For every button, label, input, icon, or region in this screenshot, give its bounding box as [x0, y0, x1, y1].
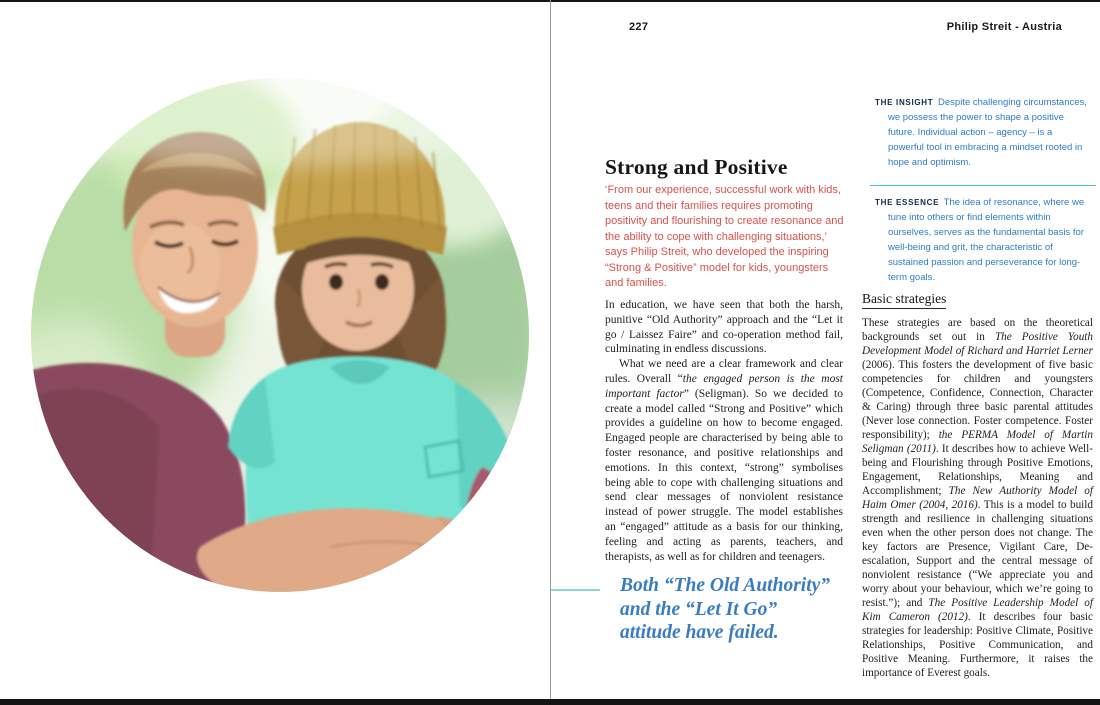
- pull-quote: Both “The Old Authority” and the “Let It Go” attitude have failed.: [620, 575, 831, 643]
- essence-paragraph: [875, 196, 1089, 285]
- essence-text: The idea of resonance, where we tune into others or find elements within ourselves, serves as the fundamental basis for well-being and grit, the characteristic of sustained passion and perseverance for long-term goals.: [888, 197, 1085, 283]
- sidebar-divider-rule: [870, 185, 1096, 186]
- article-body-column: [605, 298, 843, 564]
- body-paragraph: In education, we have seen that both the harsh, punitive “Old Authority” approach and the “Let it go / Laissez Faire” and co-operation method fail, culminating in endless discussions.: [605, 299, 843, 356]
- essence-block: [875, 196, 1089, 285]
- page-number: 227: [629, 21, 649, 33]
- father-child-photo: [30, 77, 530, 593]
- insight-block: [875, 96, 1089, 171]
- article-lede: ‘From our experience, successful work with kids, teens and their families requires promoting positivity and flourishing to create resonance and the ability to cope with challenging situations,’ says Philip Streit, who developed the inspiring “Strong & Positive” model for kids, youngsters and families.: [605, 184, 844, 289]
- running-header-author: Philip Streit - Austria: [946, 21, 1062, 33]
- body-paragraph: What we need are a clear framework and clear rules. Overall “the engaged person is the most important factor” (Seligman). So we decided to create a model called “Strong and Positive” which provides a guideline on how to become engaged. Engaged people are characterised by being able to foster resonance, and positive relationships and emotions. In this context, “strong” symbolises being able to cope with challenging situations and send clear messages of nonviolent resistance instead of power struggle. The model establishes an “engaged” attitude as a basis for our thinking, feeling and acting as parents, teachers, and therapists, as well as for children and teenagers.: [605, 358, 843, 563]
- strategies-heading: Basic strategies: [862, 291, 946, 309]
- essence-label: THE ESSENCE: [875, 198, 940, 207]
- insight-text: Despite challenging circumstances, we possess the power to shape a positive future. Individual action – agency – is a powerful tool in embracing a mindset rooted in hope and optimism.: [888, 97, 1087, 168]
- pull-quote-rule: [551, 589, 600, 591]
- insight-paragraph: [875, 96, 1089, 171]
- page-spine-divider: [550, 0, 551, 705]
- insight-label: THE INSIGHT: [875, 98, 934, 107]
- article-title: Strong and Positive: [605, 155, 788, 180]
- strategies-body: These strategies are based on the theoretical backgrounds set out in The Positive Youth Development Model of Richard and Harriet Lerner (2006). This fosters the development of five basic competencies for children and youngsters (Competence, Confidence, Connection, Character & Caring) through three basic parental attitudes (Never lose connection. Foster competence. Foster responsibility); the PERMA Model of Martin Seligman (2011). It describes how to achieve Well-being and Flourishing through Positive Emotions, Engagement, Relationships, Meaning and Accomplishment; The New Authority Model of Haim Omer (2004, 2016). This is a model to build strength and resilience in challenging situations even when the other person does not change. The key factors are Presence, Vigilant Care, De-escalation, Support and the central message of nonviolent resistance (“We appreciate you and worry about your behaviour, which we’re going to resist.”); and The Positive Leadership Model of Kim Cameron (2012). It describes four basic strategies for leadership: Positive Climate, Positive Relationships, Positive Communication, and Positive Meaning. Furthermore, it raises the importance of Everest goals.: [862, 317, 1094, 679]
- bottom-border-rule: [0, 699, 1100, 705]
